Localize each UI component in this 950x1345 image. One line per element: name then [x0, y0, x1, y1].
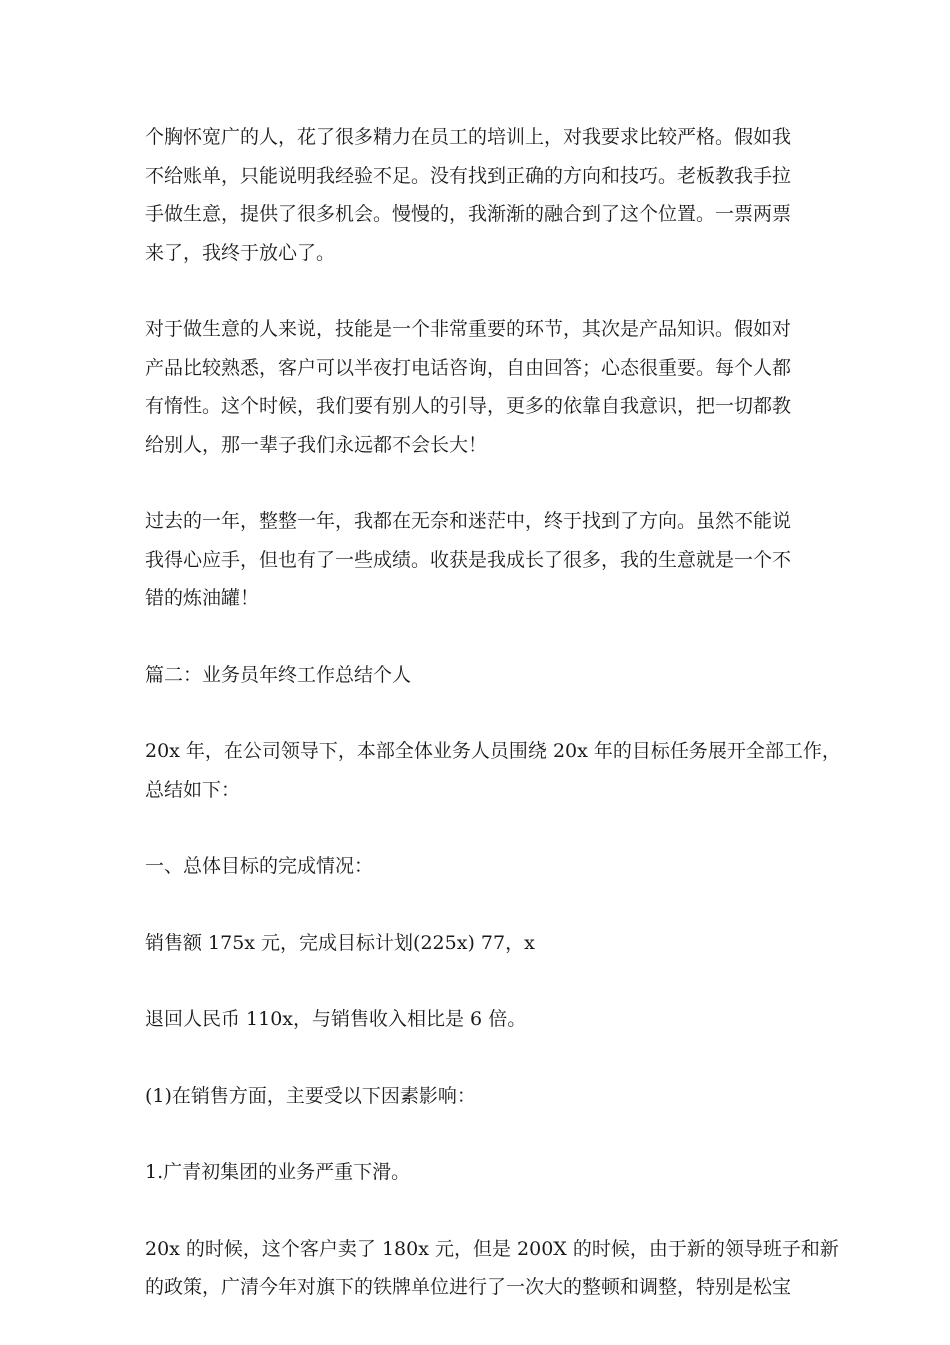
subheading-sales-factors — [145, 1077, 825, 1116]
text-line: 一、总体目标的完成情况： — [145, 855, 374, 877]
text-line: 退回人民币 110x，与销售收入相比是 6 倍。 — [145, 1008, 527, 1030]
paragraph-boss-training — [145, 118, 825, 272]
text-line: 1.广青初集团的业务严重下滑。 — [145, 1161, 411, 1183]
text-line: 销售额 175x 元，完成目标计划(225x) 77，x — [145, 931, 535, 954]
paragraph-refund — [145, 1000, 825, 1039]
paragraph-intro — [145, 732, 841, 809]
text-line: 对于做生意的人来说，技能是一个非常重要的环节，其次是产品知识。假如对 — [145, 318, 792, 340]
paragraph-skills — [145, 310, 825, 464]
text-line: 有惰性。这个时候，我们要有别人的引导，更多的依靠自我意识，把一切都教 — [145, 395, 792, 417]
text-line: 的政策，广清今年对旗下的铁牌单位进行了一次大的整顿和调整，特别是松宝 — [145, 1276, 792, 1298]
list-item-factor-1 — [145, 1153, 825, 1192]
text-line: 个胸怀宽广的人，花了很多精力在员工的培训上，对我要求比较严格。假如我 — [145, 126, 792, 148]
text-line: 总结如下： — [145, 778, 241, 801]
text-line: 手做生意，提供了很多机会。慢慢的，我渐渐的融合到了这个位置。一票两票 — [145, 203, 792, 225]
subheading-overall-goal — [145, 847, 825, 886]
text-line: 不给账单，只能说明我经验不足。没有找到正确的方向和技巧。老板教我手拉 — [145, 164, 792, 187]
text-line: 篇二：业务员年终工作总结个人 — [145, 663, 412, 686]
paragraph-past-year — [145, 502, 825, 618]
text-line: 给别人，那一辈子我们永远都不会长大！ — [145, 433, 488, 456]
document-body — [145, 118, 841, 1345]
text-line: 我得心应手，但也有了一些成绩。收获是我成长了很多，我的生意就是一个不 — [145, 548, 792, 571]
text-line: 产品比较熟悉，客户可以半夜打电话咨询，自由回答；心态很重要。每个人都 — [145, 356, 792, 379]
section-heading — [145, 656, 825, 695]
text-line: 20x 年，在公司领导下，本部全体业务人员围绕 20x 年的目标任务展开全部工作， — [145, 740, 841, 762]
text-line: 过去的一年，整整一年，我都在无奈和迷茫中，终于找到了方向。虽然不能说 — [145, 510, 792, 532]
text-line: 错的炼油罐！ — [145, 587, 260, 609]
text-line: 来了，我终于放心了。 — [145, 241, 336, 264]
paragraph-client-detail — [145, 1230, 839, 1307]
text-line: 20x 的时候，这个客户卖了 180x 元，但是 200X 的时候，由于新的领导班子和新 — [145, 1237, 839, 1260]
paragraph-sales-amount — [145, 924, 825, 963]
text-line: (1)在销售方面，主要受以下因素影响： — [145, 1084, 476, 1107]
